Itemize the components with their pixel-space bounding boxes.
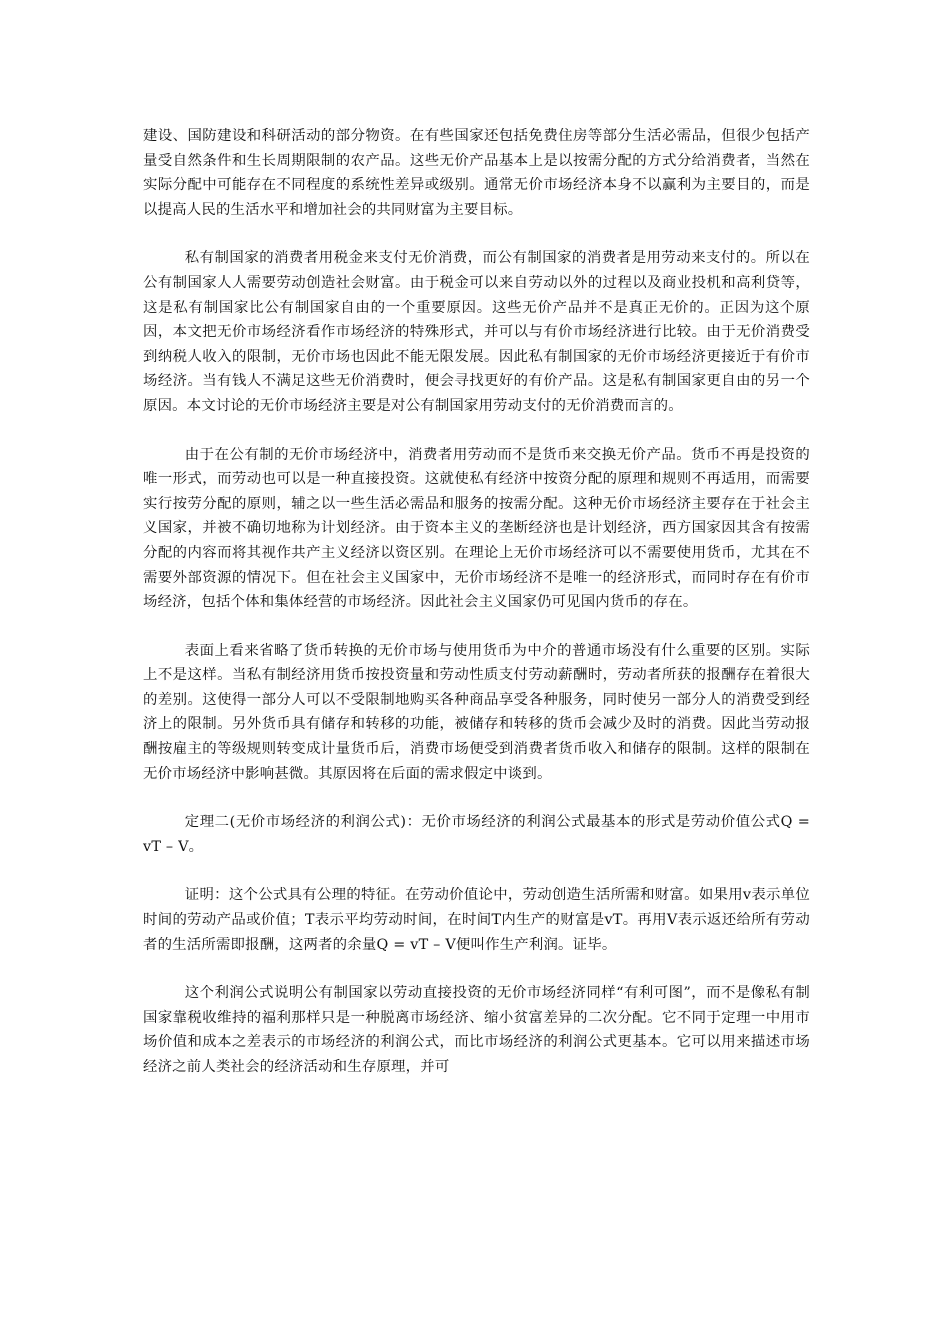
theorem-two: 定理二(无价市场经济的利润公式)：无价市场经济的利润公式最基本的形式是劳动价值公式Q = vT – V。 [143, 814, 810, 855]
document-page [143, 124, 810, 1080]
paragraph-gap [143, 419, 810, 443]
proof: 证明：这个公式具有公理的特征。在劳动价值论中，劳动创造生活所需和财富。如果用v表示单位时间的劳动产品或价值；T表示平均劳动时间，在时间T内生产的财富是vT。再用V表示返还给所有劳动者的生活所需即报酬，这两者的余量Q = vT – V便叫作生产利润。证毕。 [143, 887, 810, 953]
paragraph-gap [143, 615, 810, 639]
paragraph-gap [143, 859, 810, 883]
paragraph-currency: 表面上看来省略了货币转换的无价市场与使用货币为中介的普通市场没有什么重要的区别。实际上不是这样。当私有制经济用货币按投资量和劳动性质支付劳动薪酬时，劳动者所获的报酬存在着很大的差别。这使得一部分人可以不受限制地购买各种商品享受各种服务，同时使另一部分人的消费受到经济上的限制。另外货币具有储存和转移的功能，被储存和转移的货币会减少及时的消费。因此当劳动报酬按雇主的等级规则转变成计量货币后，消费市场便受到消费者货币收入和储存的限制。这样的限制在无价市场经济中影响甚微。其原因将在后面的需求假定中谈到。 [143, 642, 810, 782]
paragraph-continuation: 建设、国防建设和科研活动的部分物资。在有些国家还包括免费住房等部分生活必需品，但很少包括产量受自然条件和生长周期限制的农产品。这些无价产品基本上是以按需分配的方式分给消费者，当然在实际分配中可能存在不同程度的系统性差异或级别。通常无价市场经济本身不以赢利为主要目的，而是以提高人民的生活水平和增加社会的共同财富为主要目标。 [143, 128, 810, 218]
paragraph-taxation: 私有制国家的消费者用税金来支付无价消费，而公有制国家的消费者是用劳动来支付的。所以在公有制国家人人需要劳动创造社会财富。由于税金可以来自劳动以外的过程以及商业投机和高利贷等，这是私有制国家比公有制国家自由的一个重要原因。这些无价产品并不是真正无价的。正因为这个原因，本文把无价市场经济看作市场经济的特殊形式，并可以与有价市场经济进行比较。由于无价消费受到纳税人收入的限制，无价市场也因此不能无限发展。因此私有制国家的无价市场经济更接近于有价市场经济。当有钱人不满足这些无价消费时，便会寻找更好的有价产品。这是私有制国家更自由的另一个原因。本文讨论的无价市场经济主要是对公有制国家用劳动支付的无价消费而言的。 [143, 250, 810, 414]
paragraph-labor-exchange: 由于在公有制的无价市场经济中，消费者用劳动而不是货币来交换无价产品。货币不再是投资的唯一形式，而劳动也可以是一种直接投资。这就使私有经济中按资分配的原理和规则不再适用，而需要实行按劳分配的原则，辅之以一些生活必需品和服务的按需分配。这种无价市场经济主要存在于社会主义国家，并被不确切地称为计划经济。由于资本主义的垄断经济也是计划经济，西方国家因其含有按需分配的内容而将其视作共产主义经济以资区别。在理论上无价市场经济可以不需要使用货币，尤其在不需要外部资源的情况下。但在社会主义国家中，无价市场经济不是唯一的经济形式，而同时存在有价市场经济，包括个体和集体经营的市场经济。因此社会主义国家仍可见国内货币的存在。 [143, 446, 810, 611]
paragraph-gap [143, 786, 810, 810]
paragraph-gap [143, 957, 810, 981]
paragraph-profit-formula: 这个利润公式说明公有制国家以劳动直接投资的无价市场经济同样“有利可图”，而不是像私有制国家靠税收维持的福利那样只是一种脱离市场经济、缩小贫富差异的二次分配。它不同于定理一中用市场价值和成本之差表示的市场经济的利润公式，而比市场经济的利润公式更基本。它可以用来描述市场经济之前人类社会的经济活动和生存原理，并可 [143, 985, 810, 1075]
paragraph-gap [143, 222, 810, 246]
